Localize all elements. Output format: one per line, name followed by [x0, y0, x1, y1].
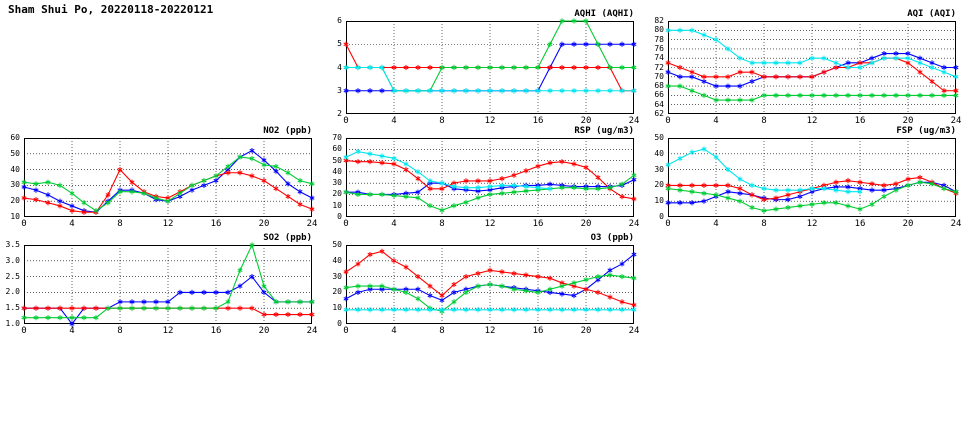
x-tick-label: 12 — [484, 326, 496, 336]
x-tick-label: 4 — [69, 219, 75, 229]
y-tick-label: 76 — [654, 43, 664, 53]
x-tick-label: 12 — [806, 219, 818, 229]
y-tick-label: 5 — [337, 39, 342, 49]
panel-title: AQI (AQI) — [907, 9, 956, 19]
x-tick-label: 12 — [162, 326, 174, 336]
x-tick-label: 20 — [580, 219, 592, 229]
x-tick-label: 0 — [21, 219, 27, 229]
plot-area — [24, 245, 312, 324]
panel-title: FSP (ug/m3) — [896, 126, 956, 136]
y-tick-label: 72 — [654, 62, 664, 72]
x-tick-label: 16 — [532, 116, 544, 126]
x-tick-label: 12 — [484, 116, 496, 126]
panel-title: SO2 (ppb) — [263, 233, 312, 243]
y-tick-label: 3 — [337, 85, 342, 95]
y-tick-label: 30 — [654, 164, 664, 174]
y-tick-label: 0 — [337, 319, 342, 328]
y-tick-label: 20 — [332, 189, 342, 199]
x-tick-label: 8 — [761, 219, 767, 229]
x-tick-label: 0 — [343, 219, 349, 229]
x-tick-label: 24 — [628, 116, 640, 126]
y-tick-label: 68 — [654, 81, 664, 91]
x-tick-label: 16 — [854, 219, 866, 229]
y-tick-label: 80 — [654, 25, 664, 35]
panel-title: AQHI (AQHI) — [574, 9, 634, 19]
y-tick-label: 10 — [654, 196, 664, 206]
y-tick-label: 40 — [654, 148, 664, 158]
x-tick-label: 0 — [343, 116, 349, 126]
y-tick-label: 70 — [332, 133, 342, 142]
x-tick-label: 4 — [713, 219, 719, 229]
y-tick-label: 4 — [337, 62, 342, 72]
y-tick-label: 30 — [332, 178, 342, 188]
y-tick-label: 70 — [654, 71, 664, 81]
y-tick-label: 60 — [10, 133, 20, 142]
x-tick-label: 0 — [665, 116, 671, 126]
y-tick-label: 82 — [654, 16, 664, 25]
x-tick-label: 0 — [21, 326, 27, 336]
y-tick-label: 40 — [332, 255, 342, 265]
y-tick-label: 66 — [654, 90, 664, 100]
x-tick-label: 20 — [902, 219, 914, 229]
x-tick-label: 4 — [391, 219, 397, 229]
plot-area — [346, 245, 634, 324]
x-tick-label: 20 — [258, 326, 270, 336]
y-tick-label: 3.5 — [5, 240, 20, 249]
panel-title: RSP (ug/m3) — [574, 126, 634, 136]
x-tick-label: 24 — [628, 219, 640, 229]
y-tick-label: 10 — [332, 303, 342, 313]
x-tick-label: 12 — [484, 219, 496, 229]
y-tick-label: 50 — [332, 240, 342, 249]
y-tick-label: 64 — [654, 99, 664, 109]
y-tick-label: 40 — [10, 164, 20, 174]
x-tick-label: 24 — [950, 116, 962, 126]
y-tick-label: 20 — [654, 180, 664, 190]
panel-title: O3 (ppb) — [590, 233, 634, 243]
y-tick-label: 6 — [337, 16, 342, 25]
y-tick-label: 1.5 — [5, 303, 20, 313]
y-tick-label: 30 — [10, 180, 20, 190]
x-tick-label: 8 — [439, 219, 445, 229]
x-tick-label: 4 — [713, 116, 719, 126]
x-tick-label: 8 — [439, 326, 445, 336]
y-tick-label: 10 — [10, 212, 20, 221]
x-tick-label: 16 — [210, 326, 222, 336]
x-tick-label: 4 — [391, 116, 397, 126]
y-tick-label: 74 — [654, 53, 664, 63]
y-tick-label: 20 — [10, 196, 20, 206]
page-title: Sham Shui Po, 20220118-20220121 — [8, 3, 214, 16]
y-tick-label: 2.0 — [5, 287, 20, 297]
y-tick-label: 0 — [659, 212, 664, 221]
plot-area — [346, 138, 634, 217]
y-tick-label: 62 — [654, 109, 664, 118]
y-tick-label: 50 — [10, 148, 20, 158]
y-tick-label: 1.0 — [5, 319, 20, 328]
y-tick-label: 2.5 — [5, 271, 20, 281]
y-tick-label: 78 — [654, 34, 664, 44]
y-tick-label: 50 — [332, 155, 342, 165]
y-tick-label: 10 — [332, 200, 342, 210]
panel-title: NO2 (ppb) — [263, 126, 312, 136]
plot-area — [668, 21, 956, 114]
plot-area — [24, 138, 312, 217]
y-tick-label: 60 — [332, 144, 342, 154]
x-tick-label: 20 — [580, 326, 592, 336]
x-tick-label: 8 — [439, 116, 445, 126]
x-tick-label: 16 — [854, 116, 866, 126]
x-tick-label: 20 — [580, 116, 592, 126]
y-tick-label: 30 — [332, 271, 342, 281]
y-tick-label: 0 — [337, 212, 342, 221]
y-tick-label: 2 — [337, 109, 342, 118]
x-tick-label: 24 — [950, 219, 962, 229]
x-tick-label: 0 — [665, 219, 671, 229]
y-tick-label: 3.0 — [5, 255, 20, 265]
y-tick-label: 50 — [654, 133, 664, 142]
x-tick-label: 12 — [162, 219, 174, 229]
x-tick-label: 0 — [343, 326, 349, 336]
plot-area — [346, 21, 634, 114]
y-tick-label: 20 — [332, 287, 342, 297]
x-tick-label: 16 — [210, 219, 222, 229]
x-tick-label: 4 — [69, 326, 75, 336]
x-tick-label: 24 — [306, 326, 318, 336]
y-tick-label: 40 — [332, 166, 342, 176]
x-tick-label: 4 — [391, 326, 397, 336]
x-tick-label: 16 — [532, 326, 544, 336]
x-tick-label: 12 — [806, 116, 818, 126]
x-tick-label: 8 — [117, 219, 123, 229]
x-tick-label: 8 — [117, 326, 123, 336]
x-tick-label: 24 — [628, 326, 640, 336]
x-tick-label: 20 — [258, 219, 270, 229]
x-tick-label: 24 — [306, 219, 318, 229]
x-tick-label: 16 — [532, 219, 544, 229]
plot-area — [668, 138, 956, 217]
x-tick-label: 8 — [761, 116, 767, 126]
x-tick-label: 20 — [902, 116, 914, 126]
